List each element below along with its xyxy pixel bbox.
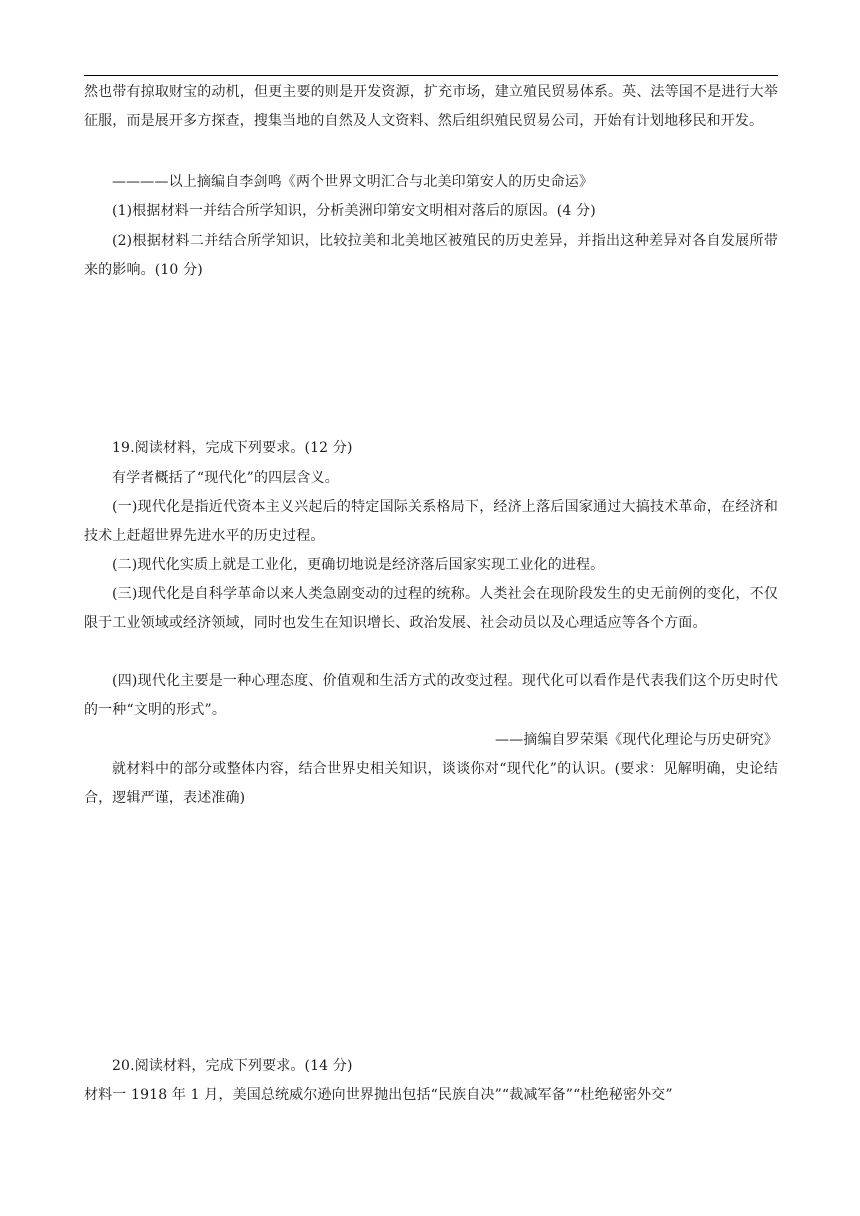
q19-point-3: (三)现代化是自科学革命以来人类急剧变动的过程的统称。人类社会在现阶段发生的史无前例的变化，不仅限于工业领域或经济领域，同时也发生在知识增长、政治发展、社会动员以及心理适应等各个方面。 [84,586,778,631]
q19-task: 就材料中的部分或整体内容，结合世界史相关知识，谈谈你对“现代化”的认识。(要求：见解明确，史论结合，逻辑严谨，表述准确) [84,761,778,806]
q19-heading: 19.阅读材料，完成下列要求。(12 分) [112,440,353,456]
material-source: ————以上摘编自李剑鸣《两个世界文明汇合与北美印第安人的历史命运》 [112,174,594,190]
q19-point-2: (二)现代化实质上就是工业化，更确切地说是经济落后国家实现工业化的进程。 [112,557,605,573]
q20-material-1: 材料一 1918 年 1 月，美国总统威尔逊向世界抛出包括“民族自决”“裁减军备”“杜绝秘密外交” [84,1087,673,1103]
exam-page [84,0,778,1216]
q19-point-1: (一)现代化是指近代资本主义兴起后的特定国际关系格局下，经济上落后国家通过大搞技术革命，在经济和技术上赶超世界先进水平的历史过程。 [84,499,778,544]
material-continuation: 然也带有掠取财宝的动机，但更主要的则是开发资源，扩充市场，建立殖民贸易体系。英、法等国不是进行大举征服，而是展开多方探查，搜集当地的自然及人文资料、然后组织殖民贸易公司，开始有计划地移民和开发。 [84,84,778,129]
q20-heading: 20.阅读材料，完成下列要求。(14 分) [112,1058,353,1074]
q18-sub1: (1)根据材料一并结合所学知识，分析美洲印第安文明相对落后的原因。(4 分) [112,203,596,219]
q19-intro: 有学者概括了“现代化”的四层含义。 [112,470,339,486]
header-rule [84,75,778,76]
q19-source: ——摘编自罗荣渠《现代化理论与历史研究》 [495,732,778,748]
q19-point-4: (四)现代化主要是一种心理态度、价值观和生活方式的改变过程。现代化可以看作是代表我们这个历史时代的一种“文明的形式”。 [84,673,778,718]
q18-sub2: (2)根据材料二并结合所学知识，比较拉美和北美地区被殖民的历史差异，并指出这种差异对各自发展所带来的影响。(10 分) [84,233,778,278]
